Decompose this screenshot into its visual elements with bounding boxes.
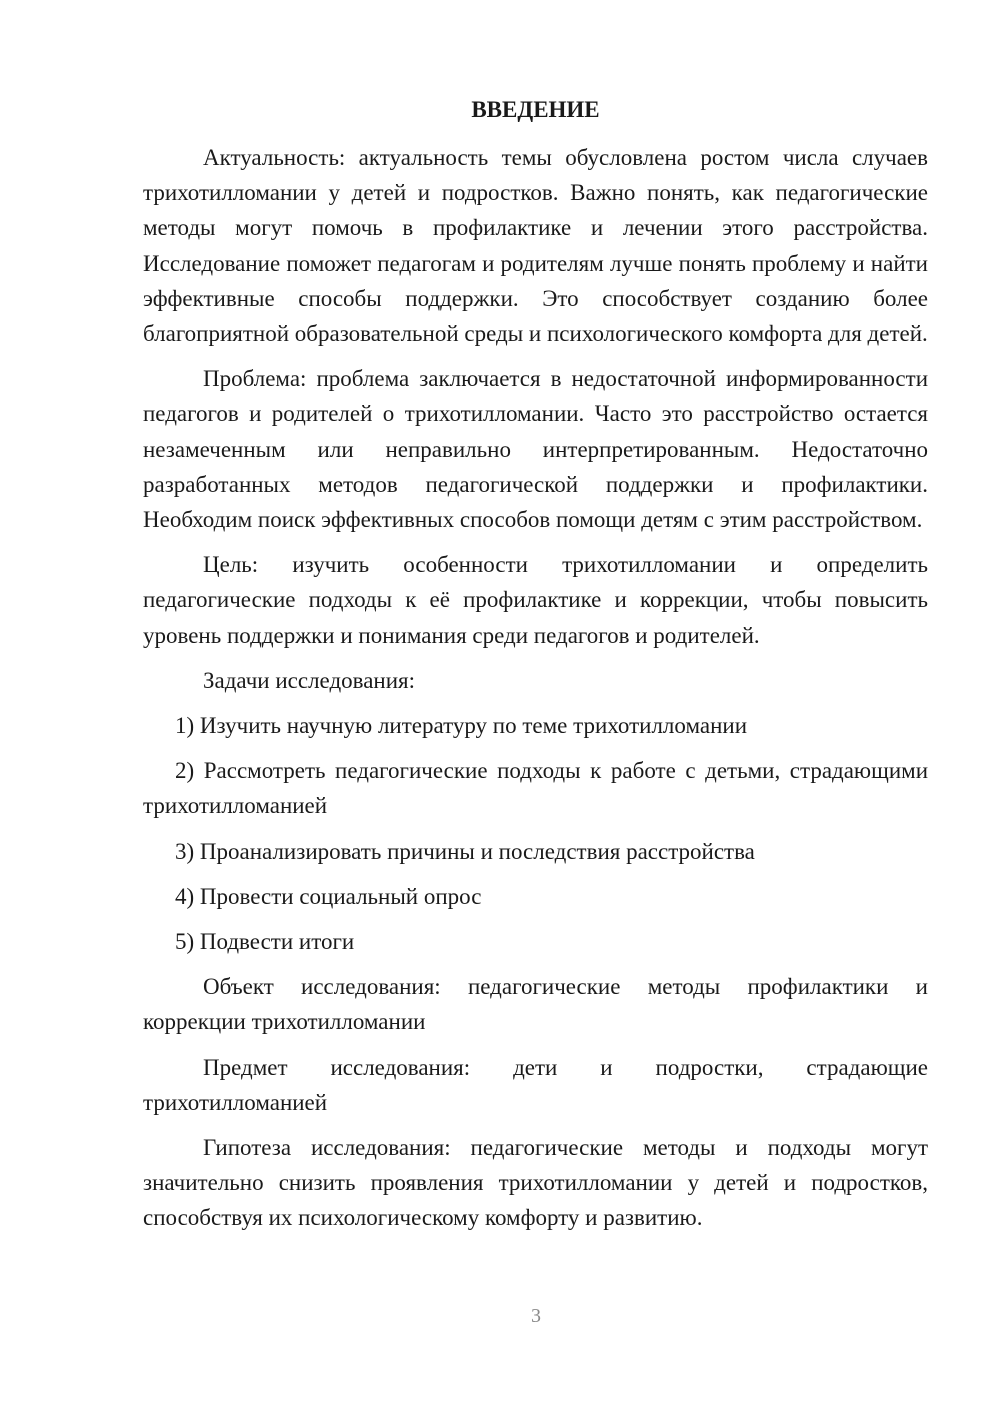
task-item-2: 2) Рассмотреть педагогические подходы к работе с детьми, страдающими трихотилломанией [143, 758, 928, 819]
task-item-3: 3) Проанализировать причины и последствия расстройства [175, 838, 755, 864]
paragraph-relevance: Актуальность: актуальность темы обусловлена ростом числа случаев трихотилломании у детей и подростков. Важно понять, как педагогические методы могут помочь в профилактике и лечении этого расстройства. Исследование поможет педагогам и родителям лучше понять проблему и найти эффективные способы поддержки. Это способствует созданию более благоприятной образовательной среды и психологического комфорта для детей. [143, 145, 928, 347]
paragraph-goal: Цель: изучить особенности трихотилломании и определить педагогические подходы к её профилактике и коррекции, чтобы повысить уровень поддержки и понимания среди педагогов и родителей. [143, 552, 928, 648]
task-item-1: 1) Изучить научную литературу по теме трихотилломании [175, 713, 748, 739]
task-item-5: 5) Подвести итоги [175, 929, 355, 955]
paragraph-hypothesis: Гипотеза исследования: педагогические методы и подходы могут значительно снизить проявления трихотилломании у детей и подростков, способствуя их психологическому комфорту и развитию. [143, 1135, 928, 1231]
tasks-heading: Задачи исследования: [203, 667, 416, 693]
page-number: 3 [531, 1305, 541, 1327]
page-title: ВВЕДЕНИЕ [471, 97, 600, 122]
paragraph-problem: Проблема: проблема заключается в недостаточной информированности педагогов и родителей о трихотилломании. Часто это расстройство остается незамеченным или неправильно интерпретированным. Недостаточно разработанных методов педагогической поддержки и профилактики. Необходим поиск эффективных способов помощи детям с этим расстройством. [143, 366, 928, 533]
task-item-4: 4) Провести социальный опрос [175, 883, 482, 909]
paragraph-object: Объект исследования: педагогические методы профилактики и коррекции трихотилломании [143, 974, 928, 1035]
page-content [143, 95, 928, 1246]
paragraph-subject: Предмет исследования: дети и подростки, страдающие трихотилломанией [143, 1054, 928, 1115]
